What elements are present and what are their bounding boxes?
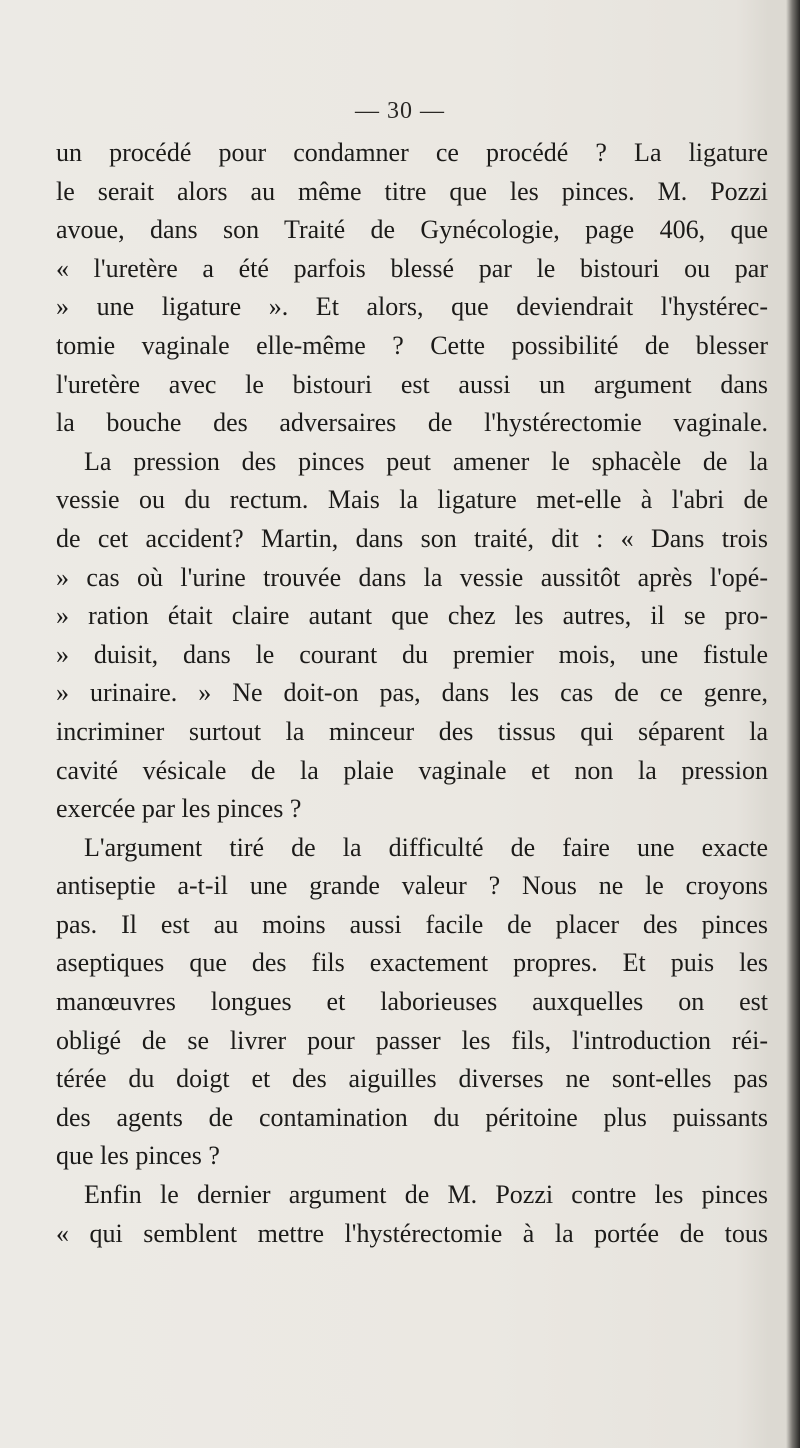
text-line: L'argument tiré de la difficulté de faire une exacte [84, 832, 768, 862]
text-line: obligé de se livrer pour passer les fils, l'introduction réi- [56, 1025, 768, 1055]
text-line: le serait alors au même titre que les pinces. M. Pozzi [56, 176, 768, 206]
text-line: « qui semblent mettre l'hystérectomie à la portée de tous [56, 1218, 768, 1248]
text-line: aseptiques que des fils exactement propres. Et puis les [56, 948, 768, 978]
text-line: vessie ou du rectum. Mais la ligature met-elle à l'abri de [56, 485, 768, 515]
text-line: tomie vaginale elle-même ? Cette possibilité de blesser [56, 330, 768, 360]
text-line: l'uretère avec le bistouri est aussi un argument dans [56, 369, 768, 399]
paragraph-3 [56, 829, 768, 1176]
text-line: » urinaire. » Ne doit-on pas, dans les cas de ce genre, [56, 678, 768, 708]
text-line: exercée par les pinces ? [56, 794, 302, 824]
text-line: que les pinces ? [56, 1141, 220, 1171]
text-line: cavité vésicale de la plaie vaginale et non la pression [56, 755, 768, 785]
paragraph-1 [56, 134, 768, 443]
text-line: manœuvres longues et laborieuses auxquelles on est [56, 987, 768, 1017]
paragraph-2 [56, 443, 768, 829]
text-line: la bouche des adversaires de l'hystérectomie vaginale. [56, 408, 768, 438]
text-line: pas. Il est au moins aussi facile de placer des pinces [56, 909, 768, 939]
text-line: incriminer surtout la minceur des tissus qui séparent la [56, 716, 768, 746]
text-line: » duisit, dans le courant du premier mois, une fistule [56, 639, 768, 669]
text-line: « l'uretère a été parfois blessé par le bistouri ou par [56, 253, 768, 283]
text-line: avoue, dans son Traité de Gynécologie, page 406, que [56, 215, 768, 245]
page-edge-shadow [786, 0, 800, 1448]
text-line: térée du doigt et des aiguilles diverses ne sont-elles pas [56, 1064, 768, 1094]
text-line: » ration était claire autant que chez les autres, il se pro- [56, 601, 768, 631]
text-line: » cas où l'urine trouvée dans la vessie aussitôt après l'opé- [56, 562, 768, 592]
text-line: » une ligature ». Et alors, que deviendrait l'hystérec- [56, 292, 768, 322]
text-line: un procédé pour condamner ce procédé ? La ligature [56, 138, 768, 167]
text-line: La pression des pinces peut amener le sphacèle de la [84, 446, 768, 476]
text-line: Enfin le dernier argument de M. Pozzi contre les pinces [84, 1180, 768, 1210]
body-text [56, 134, 768, 1253]
text-line: des agents de contamination du péritoine plus puissants [56, 1102, 768, 1132]
page-number: — 30 — [355, 98, 445, 124]
text-line: antiseptie a-t-il une grande valeur ? Nous ne le croyons [56, 871, 768, 901]
text-line: de cet accident? Martin, dans son traité, dit : « Dans trois [56, 523, 768, 553]
paragraph-4 [56, 1176, 768, 1253]
